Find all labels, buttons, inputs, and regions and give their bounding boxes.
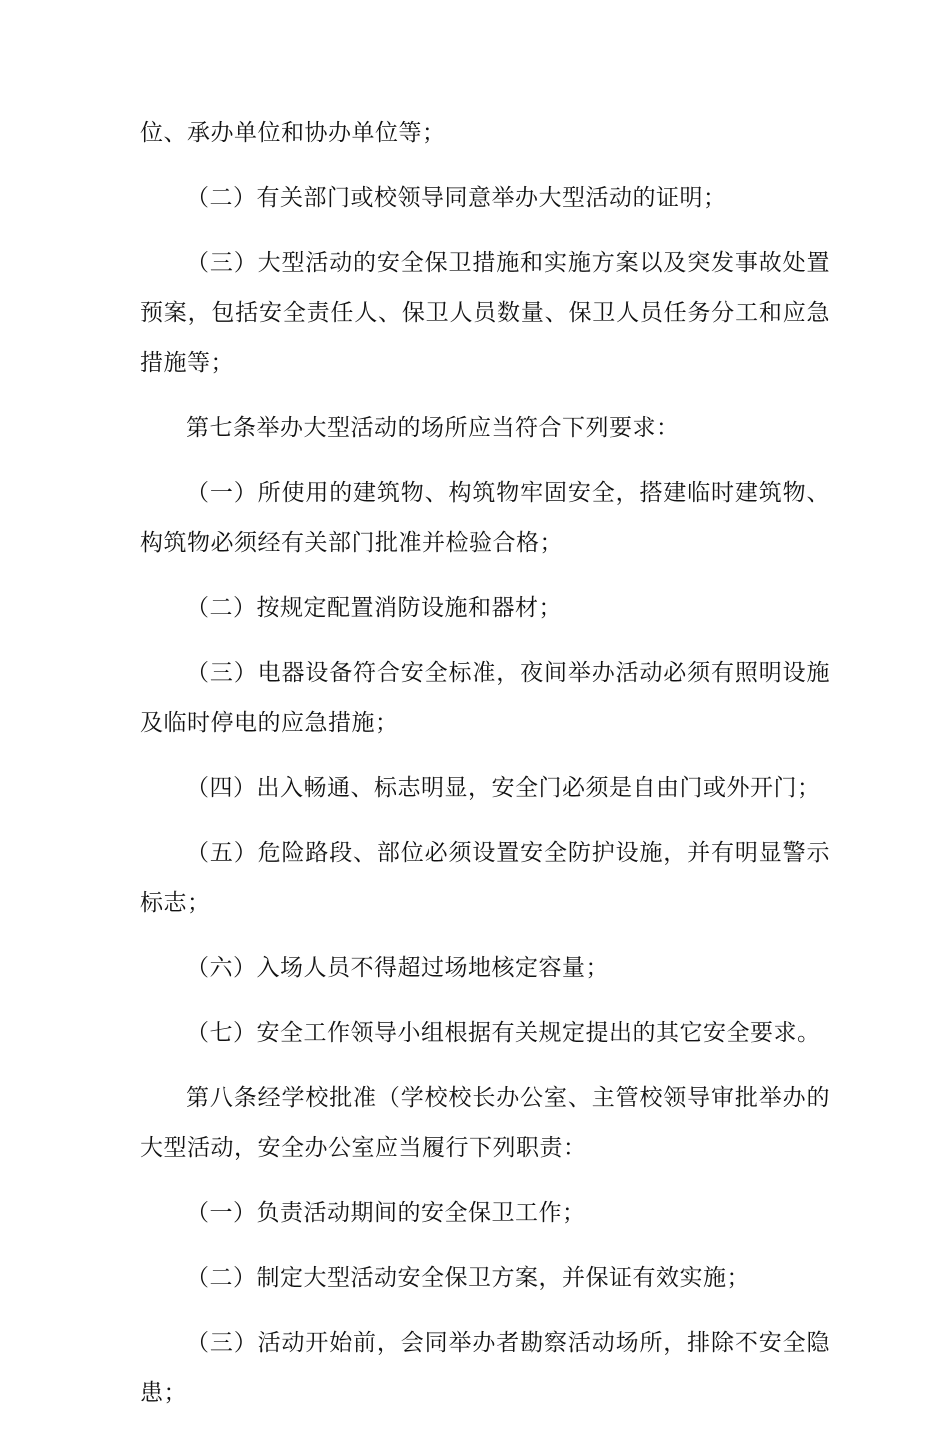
paragraph-article-7-item-1: （一）所使用的建筑物、构筑物牢固安全，搭建临时建筑物、构筑物必须经有关部门批准并检验合格；: [140, 480, 830, 556]
paragraph-article-7-item-6: （六）入场人员不得超过场地核定容量；: [186, 955, 609, 981]
paragraph-article-7-item-7: （七）安全工作领导小组根据有关规定提出的其它安全要求。: [186, 1020, 821, 1046]
paragraph-article-7-item-5: （五）危险路段、部位必须设置安全防护设施，并有明显警示标志；: [140, 840, 830, 916]
paragraph-article-8-item-2: （二）制定大型活动安全保卫方案，并保证有效实施；: [186, 1265, 750, 1291]
paragraph-continuation: 位、承办单位和协办单位等；: [140, 120, 446, 146]
paragraph-article-7-item-3: （三）电器设备符合安全标准，夜间举办活动必须有照明设施及临时停电的应急措施；: [140, 660, 830, 736]
paragraph-article-7-item-2: （二）按规定配置消防设施和器材；: [186, 595, 562, 621]
paragraph-article-7: 第七条举办大型活动的场所应当符合下列要求：: [186, 415, 680, 441]
document-body: [140, 108, 830, 1433]
paragraph-article-8: 第八条经学校批准（学校校长办公室、主管校领导审批举办的大型活动，安全办公室应当履行下列职责：: [140, 1085, 830, 1161]
paragraph-item-2-proof: （二）有关部门或校领导同意举办大型活动的证明；: [186, 185, 727, 211]
paragraph-article-8-item-3: （三）活动开始前，会同举办者勘察活动场所，排除不安全隐患；: [140, 1330, 830, 1406]
paragraph-article-8-item-1: （一）负责活动期间的安全保卫工作；: [186, 1200, 586, 1226]
paragraph-item-3-security-plan: （三）大型活动的安全保卫措施和实施方案以及突发事故处置预案，包括安全责任人、保卫人员数量、保卫人员任务分工和应急措施等；: [140, 250, 830, 376]
paragraph-article-7-item-4: （四）出入畅通、标志明显，安全门必须是自由门或外开门；: [186, 775, 821, 801]
